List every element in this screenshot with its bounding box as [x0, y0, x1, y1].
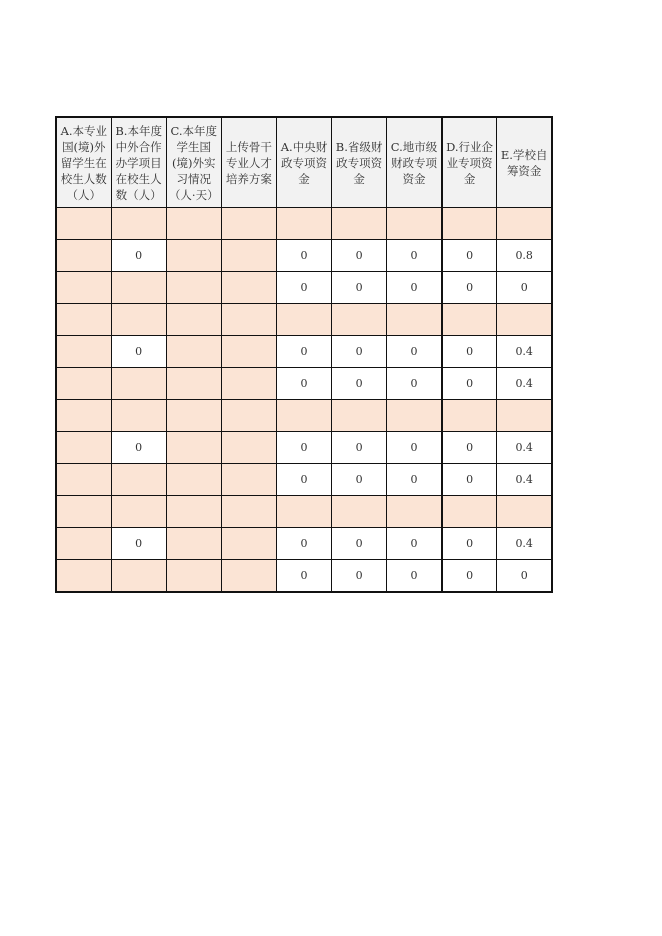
table-cell[interactable] [56, 240, 111, 272]
column-header: A.中央财政专项资金 [276, 117, 331, 208]
table-cell[interactable] [442, 208, 497, 240]
table-cell[interactable] [166, 496, 221, 528]
table-cell[interactable]: 0 [276, 368, 331, 400]
table-cell[interactable] [497, 496, 552, 528]
table-cell[interactable]: 0 [111, 336, 166, 368]
table-cell[interactable]: 0 [497, 272, 552, 304]
table-cell[interactable] [221, 208, 276, 240]
column-header: 上传骨干专业人才培养方案 [221, 117, 276, 208]
table-cell[interactable] [56, 432, 111, 464]
table-cell[interactable] [332, 208, 387, 240]
table-cell[interactable] [221, 336, 276, 368]
table-cell[interactable] [387, 208, 442, 240]
table-cell[interactable] [111, 496, 166, 528]
table-cell[interactable]: 0 [497, 560, 552, 593]
table-cell[interactable] [221, 240, 276, 272]
table-cell[interactable]: 0 [387, 528, 442, 560]
table-cell[interactable] [111, 304, 166, 336]
table-cell[interactable] [497, 400, 552, 432]
table-cell[interactable]: 0 [276, 528, 331, 560]
table-cell[interactable] [332, 304, 387, 336]
table-cell[interactable] [56, 208, 111, 240]
table-cell[interactable]: 0.4 [497, 528, 552, 560]
table-cell[interactable] [276, 208, 331, 240]
table-cell[interactable]: 0 [387, 336, 442, 368]
table-row [56, 528, 552, 560]
table-cell[interactable] [56, 400, 111, 432]
table-cell[interactable] [166, 560, 221, 593]
column-header: C.本年度学生国(境)外实习情况（人·天） [166, 117, 221, 208]
table-cell[interactable]: 0 [387, 464, 442, 496]
table-cell[interactable]: 0 [332, 272, 387, 304]
table-cell[interactable] [56, 464, 111, 496]
table-row [56, 336, 552, 368]
table-row [56, 464, 552, 496]
table-cell[interactable]: 0 [442, 464, 497, 496]
table-cell[interactable]: 0 [387, 272, 442, 304]
table-cell[interactable] [56, 528, 111, 560]
table-row [56, 208, 552, 240]
table-cell[interactable] [111, 368, 166, 400]
table-cell[interactable] [387, 400, 442, 432]
table-cell[interactable] [442, 400, 497, 432]
table-row [56, 400, 552, 432]
table-cell[interactable]: 0 [332, 560, 387, 593]
table-cell[interactable] [166, 368, 221, 400]
table-cell[interactable] [56, 336, 111, 368]
table-cell[interactable]: 0 [442, 240, 497, 272]
table-cell[interactable]: 0 [442, 336, 497, 368]
table-cell[interactable] [56, 496, 111, 528]
column-header: B.省级财政专项资金 [332, 117, 387, 208]
table-cell[interactable]: 0 [332, 336, 387, 368]
table-cell[interactable] [387, 304, 442, 336]
table-cell[interactable]: 0.4 [497, 432, 552, 464]
column-header: E.学校自筹资金 [497, 117, 552, 208]
table-cell[interactable]: 0 [111, 240, 166, 272]
table-cell[interactable] [166, 528, 221, 560]
table-cell[interactable] [221, 496, 276, 528]
table-cell[interactable] [166, 432, 221, 464]
table-cell[interactable]: 0 [276, 336, 331, 368]
table-cell[interactable] [56, 368, 111, 400]
table-cell[interactable]: 0 [332, 432, 387, 464]
table-cell[interactable] [221, 400, 276, 432]
table-cell[interactable]: 0 [276, 464, 331, 496]
table-cell[interactable]: 0 [442, 368, 497, 400]
table-cell[interactable]: 0 [387, 432, 442, 464]
table-cell[interactable] [111, 272, 166, 304]
table-cell[interactable]: 0 [276, 432, 331, 464]
table-cell[interactable]: 0 [332, 464, 387, 496]
table-cell[interactable] [56, 560, 111, 593]
table-cell[interactable] [111, 560, 166, 593]
table-cell[interactable] [442, 304, 497, 336]
table-row [56, 240, 552, 272]
table-cell[interactable] [166, 240, 221, 272]
table-cell[interactable]: 0.4 [497, 368, 552, 400]
table-cell[interactable]: 0 [332, 240, 387, 272]
table-cell[interactable] [166, 400, 221, 432]
table-cell[interactable] [497, 304, 552, 336]
table-cell[interactable]: 0 [387, 240, 442, 272]
table-cell[interactable]: 0 [276, 560, 331, 593]
table-cell[interactable]: 0 [387, 368, 442, 400]
table-cell[interactable] [276, 304, 331, 336]
table-cell[interactable] [221, 304, 276, 336]
table-cell[interactable]: 0 [442, 560, 497, 593]
table-cell[interactable] [276, 496, 331, 528]
table-cell[interactable] [166, 304, 221, 336]
table-row [56, 496, 552, 528]
table-row [56, 272, 552, 304]
table-cell[interactable]: 0 [276, 272, 331, 304]
table-cell[interactable]: 0.4 [497, 464, 552, 496]
table-cell[interactable]: 0 [442, 272, 497, 304]
table-cell[interactable]: 0 [442, 432, 497, 464]
table-cell[interactable]: 0 [111, 432, 166, 464]
table-cell[interactable]: 0.8 [497, 240, 552, 272]
table-cell[interactable] [166, 464, 221, 496]
table-cell[interactable] [56, 304, 111, 336]
table-cell[interactable] [166, 336, 221, 368]
table-cell[interactable] [497, 208, 552, 240]
table-cell[interactable] [221, 272, 276, 304]
table-cell[interactable] [442, 496, 497, 528]
data-table [55, 116, 553, 593]
table-cell[interactable] [221, 464, 276, 496]
table-cell[interactable] [276, 400, 331, 432]
table-cell[interactable] [387, 496, 442, 528]
table-cell[interactable] [166, 208, 221, 240]
table-cell[interactable] [111, 400, 166, 432]
column-header: A.本专业国(境)外留学生在校生人数（人） [56, 117, 111, 208]
table-cell[interactable] [332, 400, 387, 432]
table-row [56, 560, 552, 593]
column-header: B.本年度中外合作办学项目在校生人数（人） [111, 117, 166, 208]
table-cell[interactable] [56, 272, 111, 304]
table-cell[interactable] [111, 208, 166, 240]
header-row [56, 117, 552, 208]
table-cell[interactable] [111, 464, 166, 496]
column-header: D.行业企业专项资金 [442, 117, 497, 208]
table-cell[interactable]: 0 [332, 528, 387, 560]
table-cell[interactable]: 0.4 [497, 336, 552, 368]
table-cell[interactable] [221, 560, 276, 593]
table-cell[interactable] [332, 496, 387, 528]
table-row [56, 304, 552, 336]
table-cell[interactable]: 0 [332, 368, 387, 400]
table-cell[interactable]: 0 [387, 560, 442, 593]
table-row [56, 432, 552, 464]
table-cell[interactable]: 0 [111, 528, 166, 560]
table-cell[interactable] [221, 368, 276, 400]
table-cell[interactable]: 0 [442, 528, 497, 560]
column-header: C.地市级财政专项资金 [387, 117, 442, 208]
table-cell[interactable] [166, 272, 221, 304]
table-row [56, 368, 552, 400]
table-cell[interactable] [221, 528, 276, 560]
table-cell[interactable]: 0 [276, 240, 331, 272]
table-cell[interactable] [221, 432, 276, 464]
